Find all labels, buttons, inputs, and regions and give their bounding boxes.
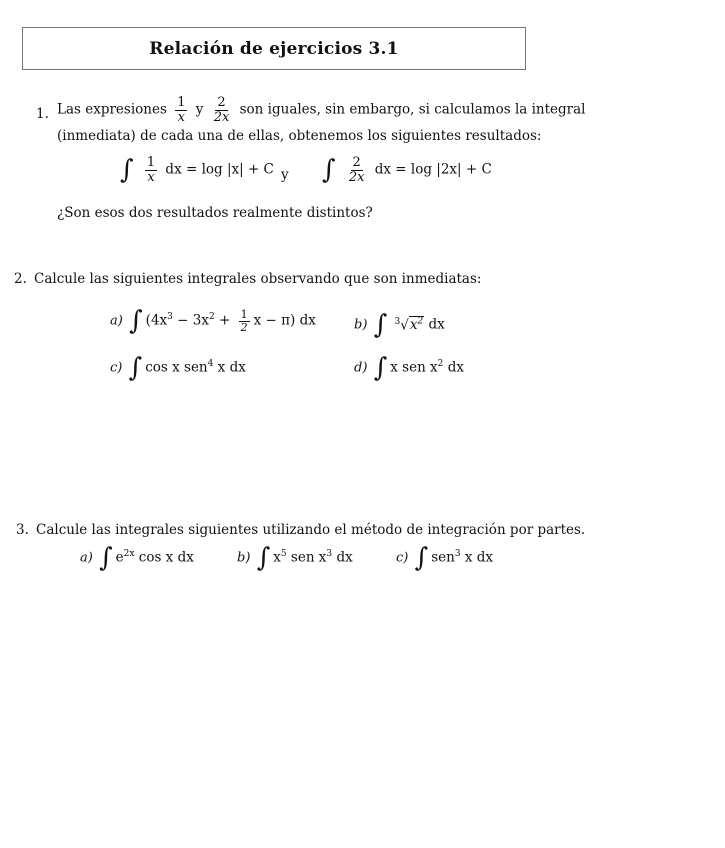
ex3-item-a: a) ∫ $e^{2x}$ cos x dx <box>80 543 194 573</box>
ex1-text-a: Las expresiones <box>57 101 167 118</box>
fraction-2-over-2x: $\frac{2}{2x}$ <box>213 95 230 125</box>
ex1-y: y <box>195 101 204 118</box>
integral-sign-icon: ∫ <box>129 306 143 336</box>
ex3-item-b: b) ∫ $x^5$ sen $x^3$ dx <box>237 543 353 573</box>
exercise-3-number: 3. <box>16 522 29 538</box>
page-title: Relación de ejercicios 3.1 <box>149 38 399 59</box>
exercise-2-intro: Calcule las siguientes integrales observando que son inmediatas: <box>34 271 482 287</box>
integral-sign-icon: ∫ <box>256 543 271 573</box>
ex1-text-b: son iguales, sin embargo, si calculamos la integral <box>239 101 586 118</box>
integral-sign-icon: ∫ <box>373 310 388 340</box>
integral-sign-icon: ∫ <box>414 543 429 573</box>
exercise-1-number: 1. <box>36 106 49 122</box>
ex2-item-b: b) ∫ $^3√x^2$ dx <box>354 310 445 340</box>
ex1-question: ¿Son esos dos resultados realmente distintos? <box>57 205 373 221</box>
integral-sign-icon: ∫ <box>128 353 143 383</box>
ex1-equation-separator: y <box>281 167 289 183</box>
exercise-1-line-2: (inmediata) de cada una de ellas, obtenemos los siguientes resultados: <box>57 128 542 144</box>
exercise-1-line-1 <box>57 96 585 124</box>
integral-sign-icon: ∫ <box>120 155 134 186</box>
integral-sign-icon: ∫ <box>373 353 388 383</box>
ex1-equation-right: ∫ $\frac{2}{2x}$ dx = log |2x| + C <box>322 155 492 186</box>
ex2-item-a: a) ∫ ($4x^3 - 3x^2$ + $\frac{1}{2}$ x − π) dx <box>110 306 316 336</box>
ex2-item-d: d) ∫ x sen $x^2$ dx <box>354 353 464 383</box>
title-box <box>22 27 526 70</box>
ex1-equation-left: ∫ $\frac{1}{x}$ dx = log |x| + C <box>120 155 274 186</box>
fraction-1-over-x: $\frac{1}{x}$ <box>177 95 186 125</box>
exercise-2-number: 2. <box>14 271 27 287</box>
cube-root: $^3√x^2$ <box>394 316 424 334</box>
exercise-3-intro: Calcule las integrales siguientes utilizando el método de integración por partes. <box>36 522 586 538</box>
ex3-item-c: c) ∫ sen$^3$ x dx <box>396 543 494 573</box>
ex2-item-c: c) ∫ cos x sen$^4$ x dx <box>110 353 246 383</box>
integral-sign-icon: ∫ <box>322 155 336 186</box>
integral-sign-icon: ∫ <box>99 543 113 573</box>
